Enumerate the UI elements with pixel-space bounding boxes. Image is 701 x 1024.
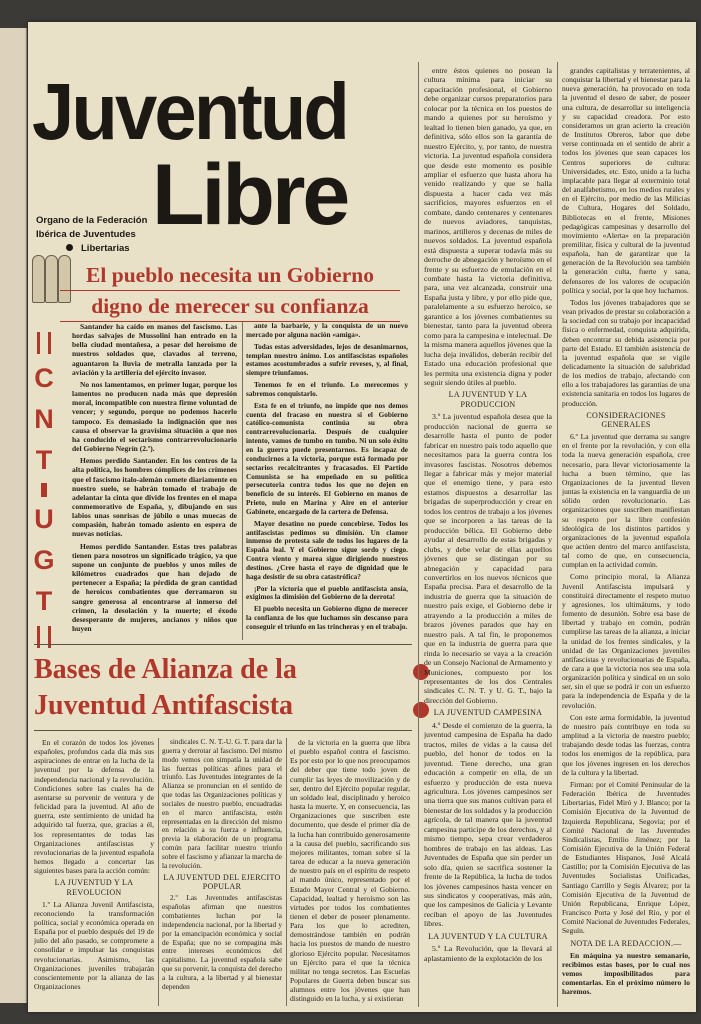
- previous-page-edge: [0, 28, 27, 1003]
- vertical-banner: [32, 332, 56, 648]
- bases-paragraph: 2.º Las Juventudes antifascistas españolas afirman que nuestros combatientes luchan por la independencia nacional, por la libertad y por la emancipación económica y social de España; que no se compagina más entre intereses económicos del capitalismo. La juventud española sabe que su porvenir, la conquista del derecho a la cultura, a la libertad y al bienestar dependen: [162, 894, 282, 991]
- article-paragraph: Tenemos fe en el triunfo. Lo merecemos y sabremos conquistarlo.: [246, 381, 408, 398]
- newspaper-page: [28, 22, 696, 1012]
- editorial-note: [562, 951, 690, 997]
- subtitle-line3-text: Libertarias: [81, 243, 130, 254]
- masthead-title-line2: Libre: [152, 147, 348, 243]
- headline-line1: El pueblo necesita un Gobierno: [60, 260, 400, 291]
- section-heading: LA JUVENTUD Y LA REVOLUCION: [54, 878, 134, 897]
- note-paragraph: En máquina ya nuestro semanario, recibimos estas bases, por lo cual nos vemos imposibilitados para comentarlas. En el próximo número lo haremos.: [562, 950, 690, 997]
- bases-paragraph: Todos los jóvenes trabajadores que se vean privados de prestar su colaboración a la sociedad con su trabajo por incapacidad física o enfermedad, conquista adquirida, deben encontrar su debida asistencia por parte del Estado. El también asistencia de la juventud española que se vigile delicadamente la situación de salubridad de los medios de trabajo, afectando con ello a los trabajadores las garantías de una existencia sanitaria en todos los lugares de producción.: [562, 297, 690, 408]
- bases-paragraph: 4.º Desde el comienzo de la guerra, la juventud campesina de España ha dado tractos, miles de vidas a la causa del pueblo, del honor de todos en la juventud. Tiene derecho, una gran educación a competir en ella, de un esfuerzo y producción de esta nueva agricultura. Los jóvenes campesinos ser una tierra que sus manos cultivan para el bienestar de los soldados y la producción agrícola, de tal manera que la juventud campesina participe de los derechos, y al mismo tiempo, sepa crear verdaderos hombres de trabajo en las aldeas. Las Juventudes de España que sin perder un solo día, quien se sacrifica sostener la frente de la República, la lucha de todos los jóvenes campesinos hasta vencer en sus sindicatos y cooperativas, más aún, que los campesinos de Galicia y Levante reciban el apoyo de las Juventudes libres.: [424, 720, 552, 929]
- bases-column-3: [290, 738, 410, 1008]
- section-heading: CONSIDERACIONES GENERALES: [586, 410, 666, 429]
- section-heading: LA JUVENTUD DEL EJERCITO POPULAR: [163, 872, 281, 891]
- bases-paragraph: 5.º La Revolución, que la llevará al aplastamiento de la explotación de los: [424, 944, 552, 963]
- bases-paragraph: En el corazón de todos los jóvenes españoles, profundos cada día más sus aspiraciones de entrar en la lucha de la juventud por la defensa de la independencia nacional y la revolución. Condiciones sobre las cuales ha de asentarse su porvenir de ventura y de felicidad para la juventud. Al año de guerra, este sentimiento de unidad ha adquirido tal fuerza, que, gracias a él, los representantes de todas las Organizaciones antifascistas y revolucionarias de la juventud española hemos llegado a concertar las siguientes bases para la acción común:: [34, 738, 154, 876]
- masthead: [32, 67, 402, 254]
- bases-headline: [34, 652, 419, 724]
- subtitle-line1: Organo de la Federación: [36, 215, 148, 226]
- banner-letter: T: [35, 586, 53, 616]
- bases-paragraph: grandes capitalistas y terratenientes, al conquistar la libertad y el bienestar para la nueva generación, ha provocado en toda la juventud el deseo de saber, de poseer una cultura, de desarrollar su inteligencia y su capacidad creadora. Por esto consideramos un gran acierto la creación de Institutos Obreros, labor que debe verse continuada en el sentido de abrir a todos los jóvenes que sean capaces los Centros superiores de cultura: Universidades, etc. Esto, unido a la lucha implacable para llegar al exterminio total del analfabetismo, en los medios rurales y en el Ejército, por medio de las Milicias de Cultura, Hogares del Soldado, Bibliotecas en el frente, Misiones pedagógicas campesinas y desarrollo del movimiento «Alerta» en la preparación premilitar, física y cultural de la juventud española, han de garantizar que la generación de la Revolución sea también la generación culta, fuerte y sana, defensores de los valores de ocupación política y social, por la que hoy luchamos.: [562, 66, 690, 295]
- bases-paragraph: entre éstos quienes no posean la cultura mínima para iniciar su capacitación profesional, el Gobierno debe organizar cursos preparatorios para colocar por la técnica en los puestos de mando a quienes por su heroísmo y lealtad lo tienen bien ganado, ya que, en definitiva, sólo ellos son la garantía de nuestro Ejército, y, por tanto, de nuestra victoria. La juventud española considera que desde este momento es posible ampliar el esfuerzo que hasta ahora ha venido realizando y que se halla dispuesta a hacer cada vez más sacrificios, mayores esfuerzos en el combate, dando centenares y centenares de nuevos aviadores, tanquistas, marinos, artilleros y decenas de miles de nuevos soldados. La juventud española está dispuesta a superar todavía más su derroche de abnegación y heroísmo en el frente y su esfuerzo de emulación en el combate hasta la victoria definitiva, para, una vez alcanzada, construir una España justa y libre, y por ello pide que, paralelamente a su esfuerzo heroico, se garantice a los jóvenes combatientes su bienestar, tanto para la juventud obrera como para la campesina e intelectual. De la misma manera aquellos jóvenes que la lucha deja inválidos, deberán recibir del Estado una educación profesional que les permita una existencia digna y poder seguir siendo útiles al pueblo.: [424, 66, 552, 387]
- article-paragraph: Hemos perdido Santander. Estas tres palabras tienen para nosotros un significado trágico, ya que supone un conjunto de pueblos y unos miles de kilómetros cuadrados que han dejado de pertenecer a España; la pérdida de gran cantidad de heroicos combatientes que derramaron su sangre generosa al encontrarse al inmerso del crimen, la desolación y la muerte; el éxodo desesperante de mujeres, ancianos y niños que huyen: [72, 541, 237, 633]
- section-heading: LA JUVENTUD Y LA PRODUCCION: [448, 390, 528, 409]
- main-headline: [60, 260, 400, 322]
- banner-dash: [41, 483, 47, 497]
- section-heading: LA JUVENTUD CAMPESINA: [433, 708, 543, 718]
- section-heading: LA JUVENTUD Y LA CULTURA: [428, 931, 548, 941]
- section-heading: NOTA DE LA REDACCION.—: [570, 938, 682, 948]
- banner-letter: G: [33, 545, 55, 575]
- bases-column-2: [162, 738, 282, 1008]
- bases-paragraph: de la victoria en la guerra que libra el pueblo español contra el fascismo. Es por esto por lo que nos preocupamos del deber que tiene todo joven de cumplir las leyes de movilización y de ser, dentro del Ejército popular regular, un soldado leal, disciplinado y heroico hasta la muerte. Y, en consecuencia, las Organizaciones que suscriben este documento, que desde el primer día de la lucha han contribuido generosamente a la causa del pueblo, sacrificando sus mejores militantes, toman sobre sí la tarea de educar a la nueva generación de nuestro país en el espíritu de respeto al mando único, representado por el Estado Mayor Central y el Gobierno. Capacidad, lealtad y heroísmo son las virtudes por todos los combatientes tienen el deber de poseer plenamente. Para los que lo acrediten, demostrándose también en podrán hacia los puestos de mando de nuestro glorioso Ejército popular. Necesitamos un Ejército para el que la técnica militar no tenga secretos. Las Escuelas Populares de Guerra deben buscar sus alumnos entre los jóvenes que han distinguido en la lucha, y si existieran: [290, 738, 410, 1004]
- subtitle-line2: Ibérica de Juventudes: [36, 229, 136, 240]
- bases-paragraph: 3.º La juventud española desea que la producción nacional de guerra se desarrolle hasta el punto de poder fabricar en nuestro país todo aquello que necesitamos para la guerra contra los invasores fascistas. Nosotros debemos llegar a fabricar más y mejor material que el enemigo tiene, y para esto estamos dispuestos a desarrollar las brigadas de superproducción y crear en todos los centros de trabajo a los jóvenes que se incorporen a las tareas de la producción bélica. El Gobierno debe ayudar al desarrollo de estas brigadas y clubs, y debe velar de ellas aquellos jóvenes que se distingan por su abnegación y capacidad para convertirlos en los nuevos técnicos que España precisa. Para el desarrollo de la industria de guerra que la situación de nuestro país exige, el Gobierno debe ir atrayendo a la producción a miles de brazos jóvenes parados que hay en nuestro país. A tal fin, le proponemos que en la industria de guerra para que rinda lo necesario se vaya a la creación de un Consejo Nacional de Armamento y Municiones, compuesto por los representantes de los dos Centrales sindicales C. N. T. y U. G. T., bajo la dirección del Gobierno.: [424, 412, 552, 705]
- banner-cnt: [32, 358, 56, 481]
- bases-paragraph: Firman: por el Comité Peninsular de la Federación Ibérica de Juventudes Libertarias, Fidel Miró y J. Blanco; por la Comisión Ejecutiva de la Juventud de Izquierda Republicana, Segovia; por el Comité Nacional de las Juventudes Sindicalistas, Emilio Jiménez; por la Comisión Ejecutiva de la Unión Federal de Estudiantes Hispanos, José Alcalá Castillo; por la Comisión Ejecutiva de las Juventudes Socialistas Unificadas, Santiago Carrillo y Segis Álvarez; por la Comisión Ejecutiva de la Juventud de Unión Republicana, Enrique López, Francisco Porta y José del Río, y por el Comité Nacional de Juventudes Federales, Seguín.: [562, 779, 690, 936]
- article-paragraph: ¡Por la victoria que el pueblo antifascista ansía, exigimos la dimisión del Gobierno de la derrota!: [246, 584, 408, 602]
- bases-paragraph: 6.º La juventud que derrama su sangre en el frente por la revolución, y con ella toda la nueva generación española, cree necesario, para llevar victoriosamente la lucha a buen término, que las Organizaciones de la juventud lleven juntas la existencia en la vanguardia de un sólido orden revolucionario. Las organizaciones que suscriben manifiestan su respeto por la libre confesión ideológica de los distintos partidos y organizaciones de la juventud española que actúen dentro del marco antifascista, tal como de que, en consecuencia, cumplan en la actividad común.: [562, 432, 690, 570]
- article-paragraph: Hemos perdido Santander. En los centros de la alta política, los hombres cómplices de los crímenes que el fascismo italo-alemán comete diariamente en nuestro suelo, se habrán tomado el trabajo de adelantar la cinta que divide los frentes en el mapa conmemorativo de España, y, dibujando en sus labios unas sonrisas de júbilo o unas muecas de compasión, habrán tomado asiento en espera de nuevas noticias.: [72, 456, 237, 539]
- article-paragraph: Mayor desatino no puede concebirse. Todos los antifascistas pedimos su dimisión. Un clamor inmenso de protesta sale de todos los lugares de la España leal. Y el Gobierno sigue sordo y ciego. Contra viento y marea sigue dirigiendo nuestros destinos. ¿Cree hasta el rayo de dignidad que le haga desistir de su obra catastrófica?: [246, 519, 408, 581]
- article-paragraph: Santander ha caído en manos del fascismo. Las hordas salvajes de Mussolini han entrado en la bella ciudad montañesa, a pesar del heroismo de nuestros soldados que, clavados al terreno, aguantaron la lluvia de metralla lanzada por la aviación y la artillería del ejército invasor.: [72, 322, 237, 377]
- bases-column-4: [424, 66, 552, 1006]
- banner-ugt: [32, 499, 56, 622]
- banner-letter: U: [34, 504, 54, 534]
- article-column-2: [246, 322, 408, 642]
- article-paragraph: No nos lamentamos, en primer lugar, porque los lamentos no producen nada más que depresión moral, incompatible con nuestra firme voluntad de vencer; y segundo, porque no podemos hacerlo tampoco. Es demasiado la indignación que nos causa el observar la gravísima situación a que nos ha conducido el sectarismo contrarrevolucionario del Gobierno Negrín (2.º).: [72, 379, 237, 454]
- article-column-1: [72, 322, 237, 642]
- bases-line1: Bases de Alianza de la: [34, 654, 297, 685]
- article-paragraph: El pueblo necesita un Gobierno digno de merecer la confianza de los que luchamos sin descanso para conseguir el triunfo en las trincheras y en el trabajo.: [246, 605, 408, 631]
- bases-column-5: [562, 66, 690, 1006]
- bases-line2: Juventud Antifascista: [34, 690, 294, 721]
- article-paragraph: Esta fe en el triunfo, no impide que nos demos cuenta del fracaso en nuestra si el Gobierno católico-comunista continúa su obra contrarrevolucionaria. Después de cualquier intento, vamos de tumbo en tumbo. Ni un solo éxito en la guerra puede presentarnos. Es incapaz de conducirnos a la victoria, porque está formado por sectarios recalcitrantes y fracasados. El Partido Comunista se ha empeñado en su política persecutoria contra todos los que no dejen en beneficio de su interés. El Gobierno en manos de Prieto, nulo en Marina y Aire en el anterior Gabinete, encargado de la cartera de Defensa.: [246, 401, 408, 516]
- banner-rule-top: [37, 332, 51, 354]
- bases-column-1: [34, 738, 154, 1008]
- article-paragraph: ante la barbarie, y la conquista de un nuevo mercado por alguna nación «amiga».: [246, 322, 408, 339]
- banner-letter: N: [34, 404, 54, 434]
- bases-paragraph: 1.º La Alianza Juvenil Antifascista, reconociendo la transformación política, social y económica operada en España por el pueblo después del 19 de julio del año pasado, se compromete a consolidar e impulsar las conquistas revolucionarias. Asimismo, las Organizaciones juveniles trabajarán conscientemente por la alianza de las Organizaciones: [34, 899, 154, 992]
- bases-paragraph: Con este arma formidable, la juventud de nuestro país contribuye en toda su amplitud a la victoria de nuestro pueblo; trabajando desde todas las fuerzas, contra todos los enemigos de la república, para que los jóvenes ingresen en los derechos de la cultura y la libertad.: [562, 712, 690, 777]
- headline-line2: digno de merecer su confianza: [60, 291, 400, 322]
- banner-letter: C: [34, 363, 54, 393]
- masthead-title-line1: Juventud: [32, 67, 348, 156]
- bases-paragraph: sindicales C. N. T.-U. G. T. para dar la guerra y derrotar al fascismo. Del mismo modo vemos con simpatía la unidad de las fuerzas políticas afines para el triunfo. Las Juventudes integrantes de la Alianza se pronuncian en el sentido de que todas las Organizaciones políticas y sociales de nuestro pueblo, encuadradas en el marco antifascista, estén representadas en la dirección del mismo en relación a su fuerza e influencia, previa la elaboración de un programa común para facilitar nuestro triunfo sobre el fascismo y afianzar la marcha de la revolución.: [162, 738, 282, 870]
- bases-paragraph: Como principio moral, la Alianza Juvenil Antifascista impulsará y constituirá directamente el respeto mutuo y agresiones, los ultimátums, y todo fomento de desunión. Sobre esa base de libertad y trabajo en común, podrán cumplirse las tareas de la alianza, a iniciar la unidad de los frentes sindicales, y la unidad de las Organizaciones juveniles antifascistas y revolucionarias de España, de cara a que la victoria nos sea una sola organización política y sindical en un solo ser, sin el que se podrá ir con un esfuerzo para la independencia de España y de la revolución.: [562, 572, 690, 710]
- article-paragraph: Todas estas adversidades, lejos de desanimarnos, templan nuestro ánimo. Los antifascistas españoles estamos acostumbrados a sufrir reveses, y, al final, siempre triunfamos.: [246, 342, 408, 378]
- banner-letter: T: [35, 445, 53, 475]
